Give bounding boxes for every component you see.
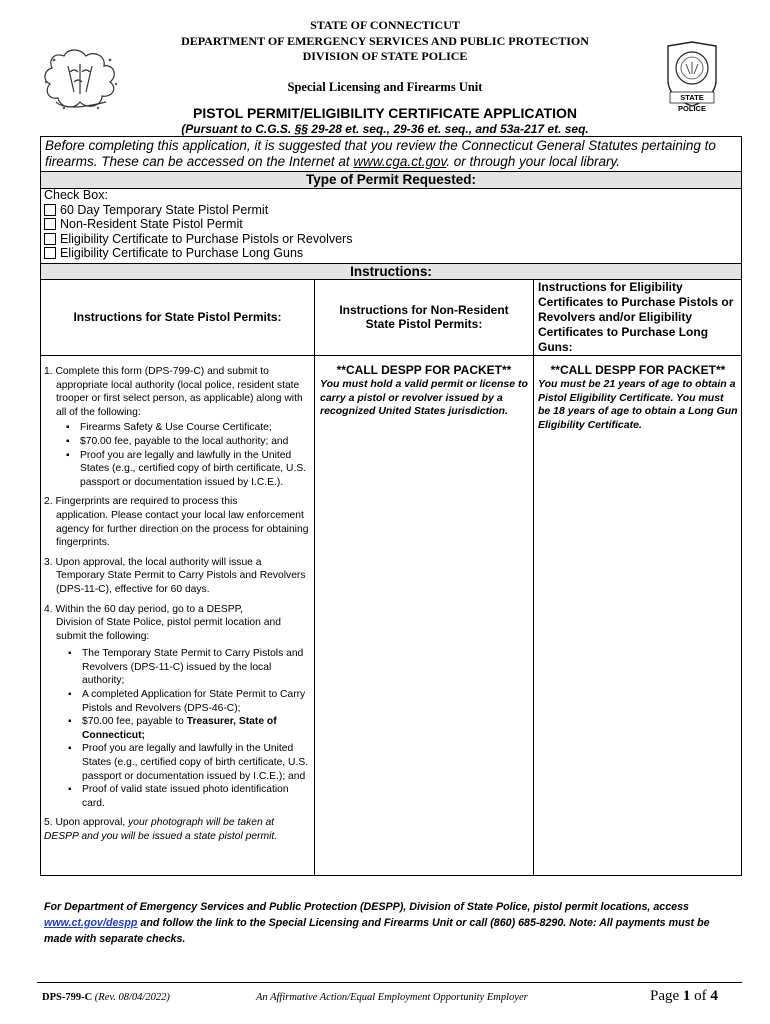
list-item [82,715,310,742]
despp-link[interactable]: www.ct.gov/despp [44,917,138,929]
col3-header-text: Instructions for Eligibility Certificates to Purchase Pistols or Revolvers and/or Eligibility Certificates to Purchase Long Guns: [538,280,734,354]
col1-header [41,279,314,355]
col1-header-text: Instructions for State Pistol Permits: [73,310,282,324]
cga-link[interactable]: www.cga.ct.gov [353,154,447,169]
intro-text-before: Before completing this application, it is suggested that you review the Connecticut General Statutes pertaining to firearms. These can be accessed on the Internet at [45,138,716,169]
form-title: PISTOL PERMIT/ELIGIBILITY CERTIFICATE APPLICATION [193,105,577,121]
list-item: ▪ Proof you are legally and lawfully in the United States (e.g., certified copy of birth certificate, U.S. passport or documentation issued by I.C.E.); and [82,742,310,783]
col2-header [315,279,533,355]
col3-header [538,280,740,355]
page-current: 1 [682,988,691,1004]
fee-text: $70.00 fee, payable to [82,716,187,728]
revision-date: (Rev. 08/04/2022) [94,992,170,1003]
page-total: 4 [710,988,718,1004]
col3-requirement: You must be 21 years of age to obtain a Pistol Eligibility Certificate. You must be 18 years of age to obtain a Long Gun Eligibility Certificate. [538,378,738,431]
step-1-list [44,421,310,489]
col2-header-text: Instructions for Non-Resident State Pistol Permits: [339,303,509,331]
footer-rule [37,982,742,983]
application-form-box [40,136,742,876]
employer-statement: An Affirmative Action/Equal Employment Opportunity Employer [256,992,528,1003]
list-item: ▪ A completed Application for State Permit to Carry Pistols and Revolvers (DPS-46-C); [82,688,310,715]
checkbox[interactable] [44,233,56,245]
page-word: Page [650,988,680,1004]
of-word: of [694,988,707,1004]
footer-note-post: and follow the link to the Special Licensing and Firearms Unit or call (860) 685-8290. Note: All payments must be made with separate checks. [44,917,710,945]
list-item: ▪ The Temporary State Permit to Carry Pistols and Revolvers (DPS-11-C) issued by the local authority; [82,647,310,688]
checkbox[interactable] [44,218,56,230]
step-3-text: Temporary State Permit to Carry Pistols and Revolvers (DPS-11-C), effective for 60 days. [56,570,306,595]
step-3-lead: 3. Upon approval, the local authority will issue a [44,556,262,568]
form-id [42,991,170,1005]
list-item: ▪ Proof of valid state issued photo identification card. [82,783,310,810]
list-item: ▪ $70.00 fee, payable to the local authority; and [80,435,310,449]
intro-text-after: . or through your local library. [446,154,621,169]
col2-body [320,363,528,419]
permit-type-options [44,188,352,261]
option-label: 60 Day Temporary State Pistol Permit [60,202,269,217]
col2-call-despp: **CALL DESPP FOR PACKET** [336,363,512,377]
check-box-label: Check Box: [44,188,108,202]
state-police-badge-label: STATE POLICE [678,93,706,113]
footer-note-pre: For Department of Emergency Services and Public Protection (DESPP), Division of State Police, pistol permit locations, access [44,901,689,913]
option-label: Eligibility Certificate to Purchase Pistols or Revolvers [60,231,353,246]
checkbox[interactable] [44,204,56,216]
step-4-list [44,647,310,810]
option-non-resident-permit[interactable] [44,217,352,232]
department-name: DEPARTMENT OF EMERGENCY SERVICES AND PUBLIC PROTECTION [181,34,589,48]
payee-text: Treasurer, State of Connecticut; [82,716,277,741]
option-pistol-eligibility[interactable] [44,232,352,247]
header-row-divider [41,355,741,356]
step-5 [44,816,310,843]
option-long-gun-eligibility[interactable] [44,246,352,261]
step-1 [44,365,310,489]
col1-body [44,365,310,850]
step-5-text: your photograph will be taken at DESPP and you will be issued a state pistol permit. [44,817,278,842]
option-temporary-permit[interactable] [44,203,352,218]
form-number: DPS-799-C [42,992,93,1003]
step-4-lead: 4. Within the 60 day period, go to a DESPP, [44,603,244,615]
col3-call-despp: **CALL DESPP FOR PACKET** [550,363,726,377]
list-item: ▪ Firearms Safety & Use Course Certificate; [80,421,310,435]
state-name: STATE OF CONNECTICUT [310,18,460,32]
option-label: Non-Resident State Pistol Permit [60,217,243,232]
intro-paragraph [45,138,737,170]
step-2-lead: 2. Fingerprints are required to process this [44,496,238,508]
column-divider [533,279,534,875]
col2-requirement: You must hold a valid permit or license to carry a pistol or revolver issued by a recognized United States jurisdiction. [320,378,528,417]
step-1-lead: 1. Complete this form (DPS-799-C) and submit to [44,366,269,377]
division-name: DIVISION OF STATE POLICE [302,49,468,63]
permit-type-heading: Type of Permit Requested: [41,171,741,189]
checkbox[interactable] [44,247,56,259]
instructions-heading: Instructions: [41,263,741,280]
step-5-lead: 5. Upon approval, [44,817,129,829]
column-divider [314,279,315,875]
unit-name: Special Licensing and Firearms Unit [287,80,483,94]
step-2 [44,495,310,549]
step-4-text: Division of State Police, pistol permit location and submit the following: [56,617,281,642]
statute-reference: (Pursuant to C.G.S. §§ 29-28 et. seq., 29-36 et. seq., and 53a-217 et. seq. [181,122,589,136]
step-4 [44,603,310,811]
step-3 [44,556,310,597]
step-1-text: appropriate local authority (local police, resident state trooper or first select person, as applicable) along with all of the following: [56,379,303,418]
page-number [650,987,718,1005]
col3-body [538,363,738,432]
footer-note [44,899,740,947]
option-label: Eligibility Certificate to Purchase Long Guns [60,246,304,261]
step-2-text: application. Please contact your local law enforcement agency for further direction on the process for obtaining fingerprints. [56,509,309,549]
list-item: ▪ Proof you are legally and lawfully in the United States (e.g., certified copy of birth certificate, U.S. passport or documentation issued by I.C.E.). [80,449,310,490]
